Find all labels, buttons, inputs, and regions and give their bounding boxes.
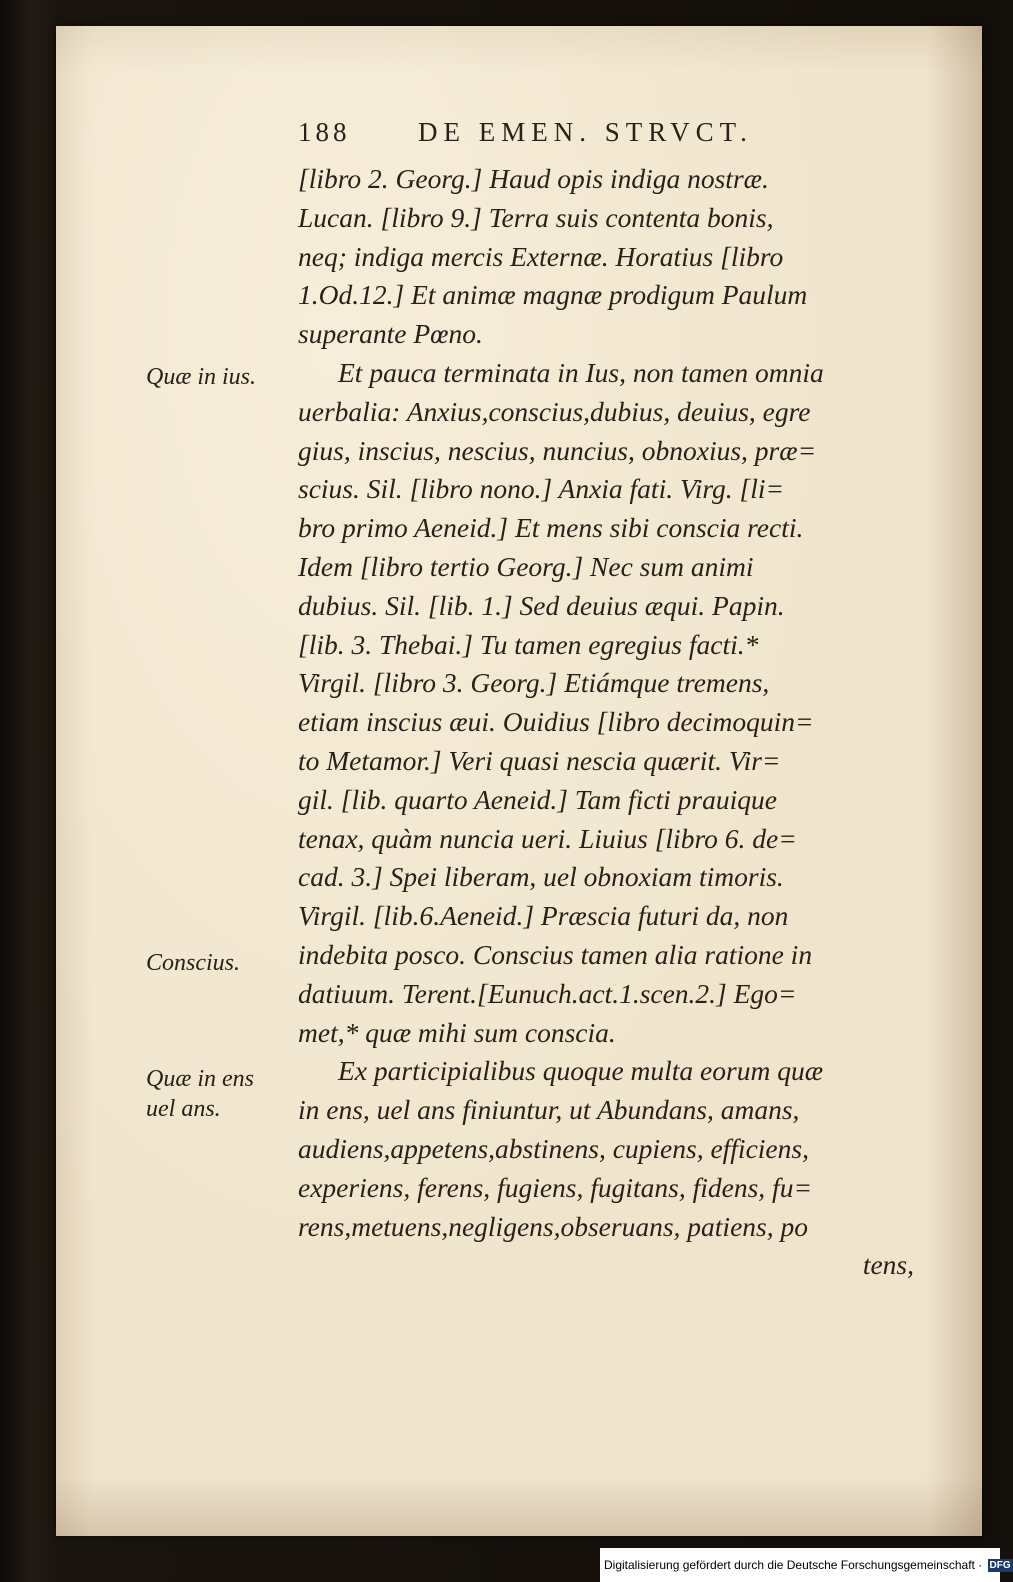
text-line: gius, inscius, nescius, nuncius, obnoxius, præ=: [298, 434, 817, 466]
paragraph-start-line: Et pauca terminata in Ius, non tamen omnia: [338, 356, 824, 388]
text-line: etiam inscius æui. Ouidius [libro decimoquin=: [298, 706, 814, 738]
dfg-logo: DFG: [989, 1560, 1011, 1572]
running-title: DE EMEN. STRVCT.: [418, 117, 753, 147]
text-line: in ens, uel ans finiuntur, ut Abundans, amans,: [298, 1094, 800, 1126]
text-line: datiuum. Terent.[Eunuch.act.1.scen.2.] Ego=: [298, 977, 797, 1009]
text-line: superante Pœno.: [298, 318, 483, 350]
text-line: uerbalia: Anxius,conscius,dubius, deuius, egre: [298, 395, 811, 427]
text-line: [libro 2. Georg.] Haud opis indiga nostræ.: [298, 163, 769, 194]
catchword: tens,: [862, 1249, 914, 1281]
text-line: neq; indiga mercis Externæ. Horatius [libro: [298, 240, 784, 272]
text-line: gil. [lib. quarto Aeneid.] Tam ficti prauique: [298, 783, 777, 815]
text-line: to Metamor.] Veri quasi nescia quærit. Vir=: [298, 744, 781, 776]
text-line: [lib. 3. Thebai.] Tu tamen egregius facti.*: [298, 628, 759, 660]
text-line: cad. 3.] Spei liberam, uel obnoxiam timoris.: [298, 861, 784, 893]
text-line: dubius. Sil. [lib. 1.] Sed deuius æqui. Papin.: [298, 589, 785, 621]
text-line: Virgil. [lib.6.Aeneid.] Præscia futuri da, non: [298, 900, 789, 932]
marginal-note: Quæ in ius.: [146, 364, 257, 390]
text-line: Lucan. [libro 9.] Terra suis contenta bonis,: [298, 201, 774, 233]
text-line: scius. Sil. [libro nono.] Anxia fati. Virg. [li=: [298, 473, 785, 505]
text-line: bro primo Aeneid.] Et mens sibi conscia recti.: [298, 512, 804, 544]
page-number: 188: [298, 117, 351, 147]
text-line: indebita posco. Conscius tamen alia ratione in: [298, 938, 813, 970]
text-line: met,* quæ mihi sum conscia.: [298, 1016, 616, 1048]
marginal-note: Conscius.: [146, 950, 241, 976]
marginal-note: Quæ in ens: [146, 1066, 254, 1092]
text-line: Virgil. [libro 3. Georg.] Etiámque tremens,: [298, 667, 770, 699]
text-line: experiens, ferens, fugiens, fugitans, fidens, fu=: [298, 1171, 813, 1203]
digitization-footer: [600, 1548, 1011, 1582]
paragraph-start-line: Ex participialibus quoque multa eorum quæ: [338, 1055, 824, 1087]
footer-credit: Digitalisierung gefördert durch die Deutsche Forschungsgemeinschaft ·: [604, 1558, 983, 1572]
marginal-note: uel ans.: [146, 1096, 221, 1122]
body-text: [298, 160, 938, 1285]
text-line: 1.Od.12.] Et animæ magnæ prodigum Paulum: [298, 279, 808, 311]
text-line: Idem [libro tertio Georg.] Nec sum animi: [298, 550, 754, 582]
running-header: [298, 117, 838, 157]
text-line: tenax, quàm nuncia ueri. Liuius [libro 6. de=: [298, 822, 797, 854]
text-line: audiens,appetens,abstinens, cupiens, efficiens,: [298, 1132, 809, 1164]
text-line: rens,metuens,negligens,obseruans, patiens, po: [298, 1210, 808, 1242]
